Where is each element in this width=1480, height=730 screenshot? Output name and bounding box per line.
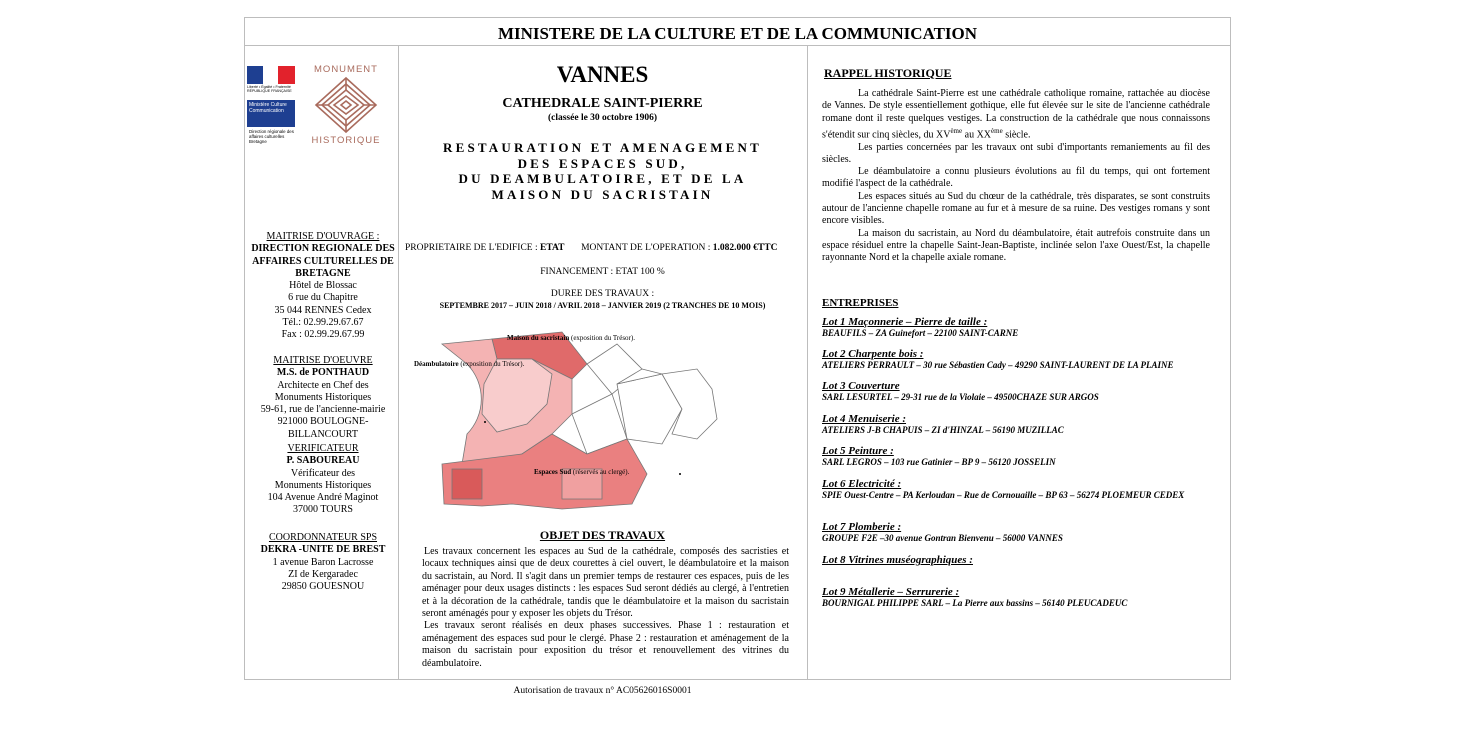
- moa-line: 35 044 RENNES Cedex: [274, 304, 372, 316]
- rappel-title: RAPPEL HISTORIQUE: [824, 66, 952, 80]
- restoration-line: MAISON DU SACRISTAIN: [491, 186, 714, 202]
- marianne-logo-icon: [247, 66, 295, 84]
- lot-item: Lot 1 Maçonnerie – Pierre de taille : BEAUFILS – ZA Guinefort – 22100 SAINT-CARNE: [822, 316, 1019, 338]
- culture-ministry-logo: Ministère Culture Communication: [247, 100, 295, 127]
- moe-line: 921000 BOULOGNE-BILLANCOURT: [277, 416, 369, 440]
- objet-paragraph: Les travaux seront réalisés en deux phases successives. Phase 1 : restauration et aménagement des espaces sud pour le clergé. Phase 2 : restauration et aménagement de la maison du sacristain pour exposition du trésor et renouvellement des vitrines du déambulatoire.: [422, 620, 789, 669]
- restoration-title: [398, 140, 807, 202]
- sps-block: [249, 532, 397, 593]
- moe-name: M.S. de PONTHAUD: [276, 367, 370, 379]
- verif-line: 37000 TOURS: [293, 504, 353, 516]
- duration-value: SEPTEMBRE 2017 – JUIN 2018 / AVRIL 2018 – JANVIER 2019 (2 TRANCHES DE 10 MOIS): [439, 301, 766, 310]
- moe-line: Architecte en Chef des: [277, 379, 369, 391]
- sps-line: ZI de Kergaradec: [288, 568, 358, 580]
- maitrise-ouvrage-block: [249, 231, 397, 342]
- lot-item: Lot 6 Electricité : SPIE Ouest-Centre – PA Kerloudan – Rue de Cornouaille – BP 63 – 56274 PLOEMEUR CEDEX: [822, 478, 1185, 500]
- plan-label-deambulatoire: Déambulatoire (exposition du Trésor).: [414, 360, 525, 368]
- amount-value: 1.082.000 €TTC: [712, 243, 778, 253]
- rappel-paragraph: Les parties concernées par les travaux ont subi d'importants remaniements au fil des siècles.: [822, 141, 1210, 165]
- objet-title: OBJET DES TRAVAUX: [539, 528, 666, 542]
- moa-line: Fax : 02.99.29.67.99: [281, 329, 365, 341]
- drac-logo-text: Direction régionale des affaires culturelles Bretagne: [249, 129, 294, 145]
- lot-item: Lot 5 Peinture : SARL LEGROS – 103 rue Gatinier – BP 9 – 56120 JOSSELIN: [822, 445, 1056, 467]
- duration-label: DUREE DES TRAVAUX :: [550, 289, 655, 299]
- cathedral-plan: [412, 314, 732, 514]
- rappel-paragraph: La cathédrale Saint-Pierre est une cathédrale catholique romaine, rattachée au diocèse de Vannes. De style essentiellement gothique, elle fut élevée sur le site de l'ancienne cathédrale romane dont il reste quelques vestiges. La construction de la cathédrale que nous connaissons s'étendit sur cinq siècles, du XVème au XXème siècle.: [822, 88, 1210, 141]
- lot-item: Lot 3 Couverture SARL LESURTEL – 29-31 rue de la Violaie – 49500CHAZE SUR ARGOS: [822, 380, 1099, 402]
- classification-date: (classée le 30 octobre 1906): [547, 113, 658, 123]
- verif-line: Vérificateur des: [290, 467, 356, 479]
- cathedral-title: CATHEDRALE SAINT-PIERRE: [502, 96, 703, 111]
- city-title: VANNES: [556, 62, 649, 87]
- lot-item: Lot 2 Charpente bois : ATELIERS PERRAULT – 30 rue Sébastien Cady – 49290 SAINT-LAURENT DE LA PLAINE: [822, 348, 1174, 370]
- cathedral-plan-drawing: [412, 314, 732, 514]
- objet-body: [422, 546, 789, 670]
- maitrise-oeuvre-block: [249, 355, 397, 441]
- moe-line: 59-61, rue de l'ancienne-mairie: [260, 404, 386, 416]
- plan-label-maison: Maison du sacristain (exposition du Trésor).: [507, 334, 635, 342]
- owner-value: ETAT: [540, 243, 565, 253]
- lot-item: Lot 9 Métallerie – Serrurerie : BOURNIGAL PHILIPPE SARL – La Pierre aux bassins – 56140 PLEUCADEUC: [822, 586, 1128, 608]
- rf-logo-text: Liberté • Égalité • Fraternité RÉPUBLIQUE FRANÇAISE: [247, 85, 292, 94]
- moa-heading: MAITRISE D'OUVRAGE :: [266, 231, 380, 242]
- rappel-paragraph: Le déambulatoire a connu plusieurs évolutions au fil du temps, qui ont fortement modifié l'aspect de la cathédrale.: [822, 166, 1210, 190]
- objet-paragraph: Les travaux concernent les espaces au Sud de la cathédrale, composés des sacristies et locaux techniques ainsi que de deux courettes à ciel ouvert, le déambulatoire et la maison du sacristain, au Nord. Il s'agit dans un premier temps de restaurer ces espaces, puis de les aménager pour deux usages distincts : les espaces Sud seront dédiés au clergé, à l'entretien et à la décoration de la cathédrale, tandis que le déambulatoire et la maison du sacristain seront aménagés pour y exposer les objets du Trésor.: [422, 546, 789, 620]
- moa-line: Hôtel de Blossac: [289, 280, 357, 292]
- mh-logo-bottom: HISTORIQUE: [311, 135, 381, 146]
- restoration-line: DES ESPACES SUD,: [517, 155, 688, 171]
- moa-line: Tél.: 02.99.29.67.67: [282, 317, 364, 329]
- lot-item: Lot 7 Plomberie : GROUPE F2E –30 avenue Gontran Bienvenu – 56000 VANNES: [822, 521, 1063, 543]
- monument-historique-labyrinth-icon: [314, 76, 378, 134]
- mh-logo-top: MONUMENT: [314, 64, 378, 75]
- moa-name: DIRECTION REGIONALE DES AFFAIRES CULTURELLES DE BRETAGNE: [251, 243, 395, 279]
- rappel-paragraph: Les espaces situés au Sud du chœur de la cathédrale, très disparates, se sont construits autour de l'ancienne chapelle romane au fur et à mesure de sa ruine. Des vestiges romans y sont encore visibles.: [822, 190, 1210, 227]
- lot-item: Lot 4 Menuiserie : ATELIERS J-B CHAPUIS – ZI d'HINZAL – 56190 MUZILLAC: [822, 413, 1064, 435]
- restoration-line: DU DEAMBULATOIRE, ET DE LA: [458, 171, 747, 186]
- owner-label: PROPRIETAIRE DE L'EDIFICE :: [405, 243, 538, 253]
- verif-line: 104 Avenue André Maginot: [267, 492, 379, 504]
- right-column: [807, 46, 1230, 679]
- rappel-paragraph: La maison du sacristain, au Nord du déambulatoire, était autrefois construite dans un espace résiduel entre la chapelle Saint-Jean-Baptiste, inclinée selon l'axe Ouest/Est, la chapelle rayonnante Nord et la chapelle axiale romane.: [822, 227, 1210, 264]
- sps-line: 29850 GOUESNOU: [281, 581, 365, 593]
- authorization: Autorisation de travaux n° AC05626016S0001: [513, 686, 692, 696]
- sps-line: 1 avenue Baron Lacrosse: [272, 556, 374, 568]
- lot-item: Lot 8 Vitrines muséographiques :: [822, 554, 973, 566]
- amount-label: MONTANT DE L'OPERATION :: [581, 243, 711, 253]
- left-column: [245, 46, 398, 679]
- sps-name: DEKRA -UNITE DE BREST: [260, 544, 386, 556]
- verif-line: Monuments Historiques: [274, 479, 372, 491]
- verificateur-block: [249, 443, 397, 517]
- moa-line: 6 rue du Chapitre: [288, 292, 358, 304]
- info-panel: [244, 17, 1231, 696]
- moe-line: Monuments Historiques: [274, 391, 372, 403]
- sps-heading: COORDONNATEUR SPS: [268, 532, 378, 543]
- restoration-line: RESTAURATION ET AMENAGEMENT: [443, 140, 762, 155]
- financing: FINANCEMENT : ETAT 100 %: [540, 267, 665, 277]
- rappel-body: [822, 88, 1210, 264]
- center-column: [398, 46, 807, 696]
- plan-label-sud: Espaces Sud (réservés au clergé).: [534, 468, 630, 476]
- verif-heading: VERIFICATEUR: [287, 443, 359, 454]
- entreprises-title: ENTREPRISES: [822, 297, 899, 309]
- owner-amount-line: [405, 243, 805, 253]
- verif-name: P. SABOUREAU: [286, 455, 360, 467]
- moe-heading: MAITRISE D'OEUVRE: [273, 355, 373, 366]
- ministry-header: MINISTERE DE LA CULTURE ET DE LA COMMUNICATION: [245, 18, 1230, 46]
